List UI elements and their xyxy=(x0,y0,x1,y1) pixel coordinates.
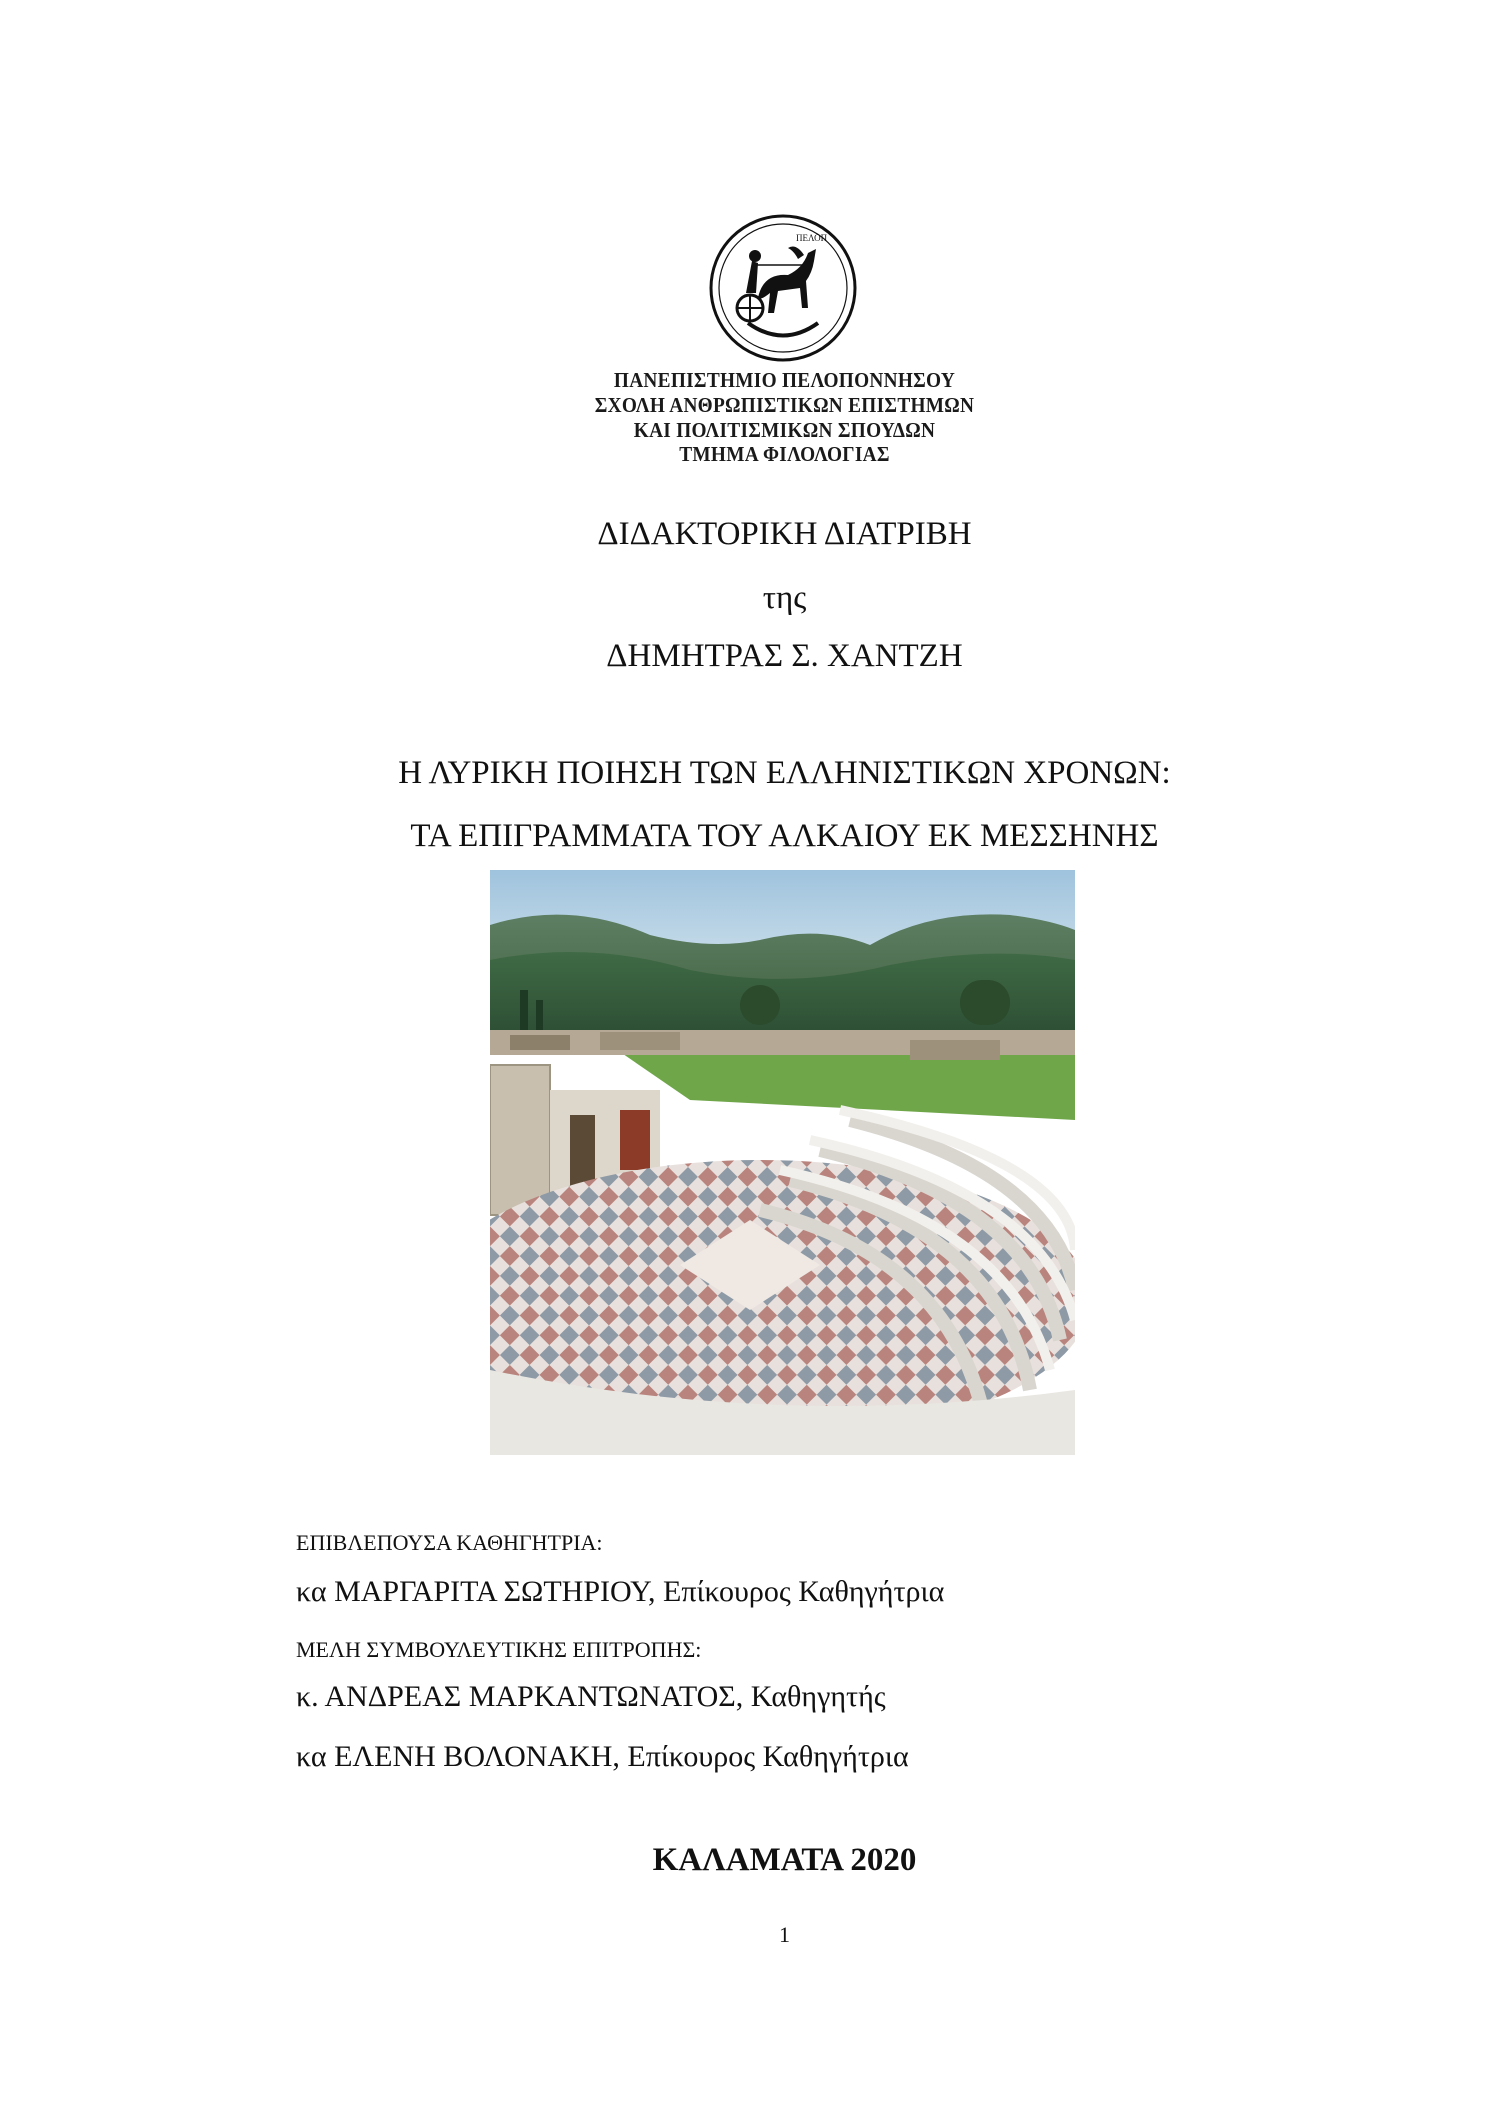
institution-line-2: ΣΧΟΛΗ ΑΝΘΡΩΠΙΣΤΙΚΩΝ ΕΠΙΣΤΗΜΩΝ xyxy=(594,393,975,417)
institution-line-3: ΚΑΙ ΠΟΛΙΤΙΣΜΙΚΩΝ ΣΠΟΥΔΩΝ xyxy=(633,418,936,442)
committee-member-2: κα ΕΛΕΝΗ ΒΟΛΟΝΑΚΗ, Επίκουρος Καθηγήτρια xyxy=(296,1740,909,1773)
document-title-line-2: ΤΑ ΕΠΙΓΡΑΜΜΑΤΑ ΤΟΥ ΑΛΚΑΙΟΥ ΕΚ ΜΕΣΣΗΝΗΣ xyxy=(410,818,1159,854)
committee-members-label: ΜΕΛΗ ΣΥΜΒΟΥΛΕΥΤΙΚΗΣ ΕΠΙΤΡΟΠΗΣ: xyxy=(296,1637,702,1662)
institution-line-1: ΠΑΝΕΠΙΣΤΗΜΙΟ ΠΕΛΟΠΟΝΝΗΣΟΥ xyxy=(613,368,956,392)
supervisor-label: ΕΠΙΒΛΕΠΟΥΣΑ ΚΑΘΗΓΗΤΡΙΑ: xyxy=(296,1530,603,1555)
document-type: ΔΙΔΑΚΤΟΡΙΚΗ ΔΙΑΤΡΙΒΗ xyxy=(597,516,972,552)
document-author: ΔΗΜΗΤΡΑΣ Σ. ΧΑΝΤΖΗ xyxy=(606,638,963,674)
document-of: της xyxy=(762,580,807,616)
institution-line-4: ΤΜΗΜΑ ΦΙΛΟΛΟΓΙΑΣ xyxy=(679,442,890,466)
university-seal-icon xyxy=(708,213,858,363)
seal-inscription: ΠΕΛΟΠ xyxy=(796,233,828,243)
ancient-theatre-photo xyxy=(490,870,1075,1455)
supervisor-name: κα ΜΑΡΓΑΡΙΤΑ ΣΩΤΗΡΙΟΥ, Επίκουρος Καθηγήτρια xyxy=(296,1575,945,1608)
place-year: ΚΑΛΑΜΑΤΑ 2020 xyxy=(652,1842,917,1878)
page-number: 1 xyxy=(779,1922,790,1947)
committee-member-1: κ. ΑΝΔΡΕΑΣ ΜΑΡΚΑΝΤΩΝΑΤΟΣ, Καθηγητής xyxy=(296,1680,886,1713)
document-title-line-1: Η ΛΥΡΙΚΗ ΠΟΙΗΣΗ ΤΩΝ ΕΛΛΗΝΙΣΤΙΚΩΝ ΧΡΟΝΩΝ: xyxy=(398,755,1171,791)
